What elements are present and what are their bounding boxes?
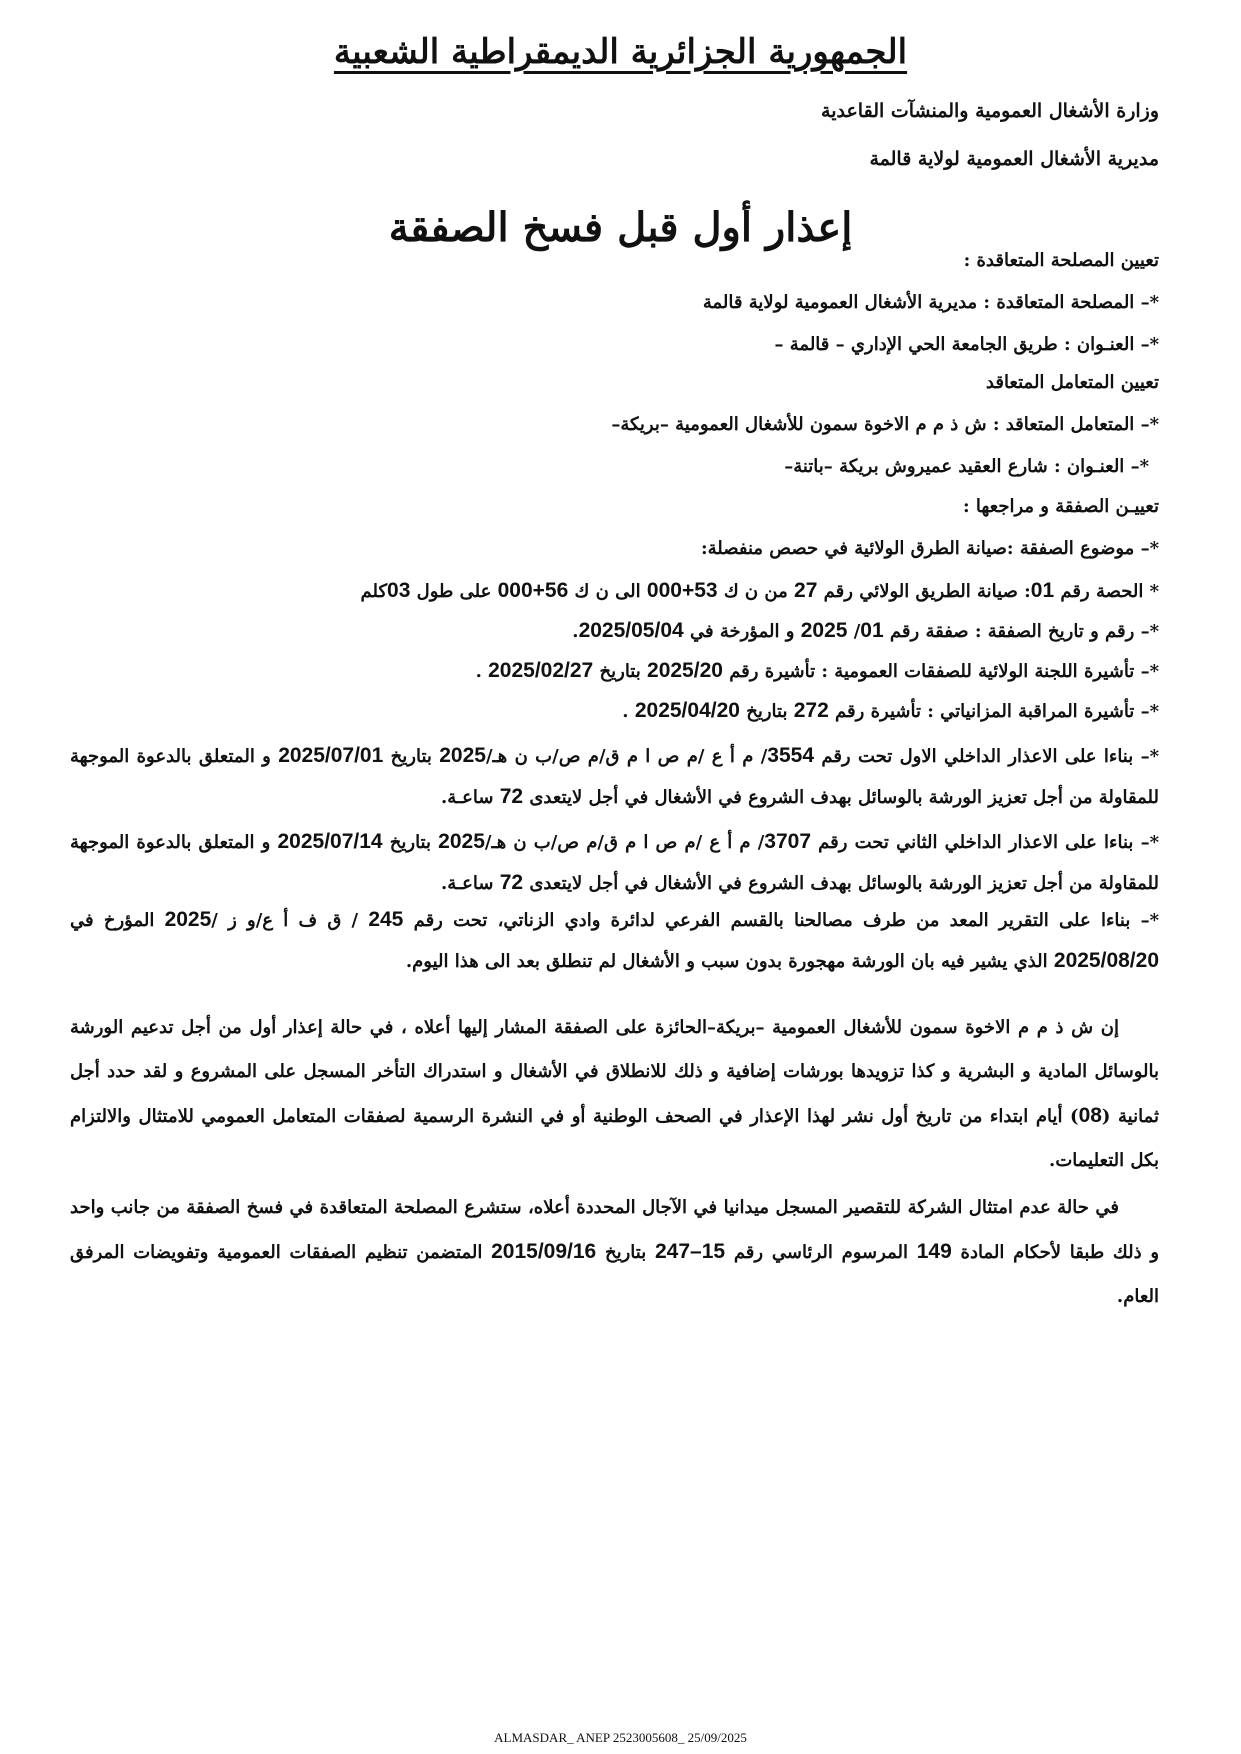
contract-year: 2025	[800, 619, 848, 642]
contract-number-date: *– رقم و تاريخ الصفقة : صفقة رقم 01/ 2025 و المؤرخة في 2025/05/04.	[572, 619, 1159, 642]
contractor-address: *– العنـوان : شارع العقيد عميروش بريكة –باتنة–	[784, 456, 1149, 477]
commission-visa-date: 2025/02/27	[488, 659, 594, 682]
contracting-service-address: *– العنـوان : طريق الجامعة الحي الإداري – قالمة –	[774, 334, 1159, 355]
pk-from: 53+000	[646, 579, 718, 602]
article-number: 149	[916, 1240, 952, 1263]
directorate-name: مديرية الأشغال العمومية لولاية قالمة	[869, 148, 1159, 170]
pk-to: 56+000	[497, 579, 569, 602]
commission-visa-number: 2025/20	[647, 659, 723, 682]
budget-visa-number: 272	[793, 699, 829, 722]
first-notice-reference: *– بناءا على الاعذار الداخلي الاول تحت رقم 3554/ م أ ع /م ص ا م ق/م ص/ب ن هـ/2025 بتاريخ 2025/07/01 و المتعلق بالدعوة الموجهة للمقاولة من أجل تعزيز الورشة بالوسائل بهدف الشروع في الأشغال في أجل لايتعدى 72 ساعـة.	[70, 744, 1159, 808]
contract-number: 01	[860, 619, 884, 642]
contractor-name: *– المتعامل المتعاقد : ش ذ م م الاخوة سمون للأشغال العمومية –بريكة–	[611, 414, 1159, 435]
lot-number: 01	[1030, 579, 1055, 602]
contracting-service-heading: تعيين المصلحة المتعاقدة :	[963, 250, 1159, 271]
budget-visa: *– تأشيرة المراقبة المزانياتي : تأشيرة رقم 272 بتاريخ 2025/04/20 .	[622, 699, 1159, 722]
contract-lot: * الحصة رقم 01: صيانة الطريق الولائي رقم 27 من ن ك 53+000 الى ن ك 56+000 على طول 03كلم	[360, 579, 1159, 602]
contracting-service-name: *– المصلحة المتعاقدة : مديرية الأشغال العمومية لولاية قالمة	[702, 292, 1159, 313]
site-report-reference: *– بناءا على التقرير المعد من طرف مصالحنا بالقسم الفرعي لدائرة وادي الزناتي، تحت رقم 245 / ق ف أ ع/و ز /2025 المؤرخ في 2025/08/20 الذي يشير فيه بان الورشة مهجورة بدون سبب و الأشغال لم تنطلق بعد الى هذا اليوم.	[70, 908, 1159, 972]
contract-date: 2025/05/04	[578, 619, 684, 642]
consequence-paragraph: في حالة عدم امتثال الشركة للتقصير المسجل ميدانيا في الآجال المحددة أعلاه، ستشرع المصلحة المتعاقدة في فسخ الصفقة من جانب واحد و ذلك طبقا لأحكام المادة 149 المرسوم الرئاسي رقم 15–247 بتاريخ 2015/09/16 المتضمن تنظيم الصفقات العمومية وتفويضات المرفق العام.	[70, 1197, 1160, 1307]
contract-heading: تعييـن الصفقة و مراجعها :	[962, 496, 1159, 517]
road-number: 27	[794, 579, 818, 602]
lot-length: 03	[387, 579, 411, 602]
republic-heading: الجمهورية الجزائرية الديمقراطية الشعبية	[333, 32, 908, 72]
decree-number: 15–247	[654, 1240, 726, 1263]
ministry-name: وزارة الأشغال العمومية والمنشآت القاعدية	[821, 100, 1159, 122]
notice-paragraph: إن ش ذ م م الاخوة سمون للأشغال العمومية –بريكة–الحائزة على الصفقة المشار إليها أعلاه ، في حالة إعذار أول من أجل تدعيم الورشة بالوسائل المادية و البشرية و كذا تزويدها بورشات إضافية و ذلك للانطلاق في الأشغال و استدراك التأخر المسجل على المشروع و لقد حدد أجل ثمانية (08) أيام ابتداء من تاريخ أول نشر لهذا الإعذار في الصحف الوطنية أو في النشرة الرسمية لصفقات المتعامل العمومي للامتثال والالتزام بكل التعليمات.	[70, 1017, 1159, 1171]
deadline-days: 08	[1078, 1104, 1102, 1127]
document-title: إعذار أول قبل فسخ الصفقة	[388, 204, 853, 251]
decree-date: 2015/09/16	[491, 1240, 597, 1263]
second-notice-reference: *– بناءا على الاعذار الداخلي الثاني تحت رقم 3707/ م أ ع /م ص ا م ق/م ص/ب ن هـ/2025 بتاريخ 2025/07/14 و المتعلق بالدعوة الموجهة للمقاولة من أجل تعزيز الورشة بالوسائل بهدف الشروع في الأشغال في أجل لايتعدى 72 ساعـة.	[70, 830, 1159, 894]
commission-visa: *– تأشيرة اللجنة الولائية للصفقات العمومية : تأشيرة رقم 2025/20 بتاريخ 2025/02/27 .	[475, 659, 1159, 682]
contract-subject: *– موضوع الصفقة :صيانة الطرق الولائية في حصص منفصلة:	[701, 538, 1159, 559]
contractor-heading: تعيين المتعامل المتعاقد	[985, 372, 1159, 393]
publication-reference: ALMASDAR_ ANEP 2523005608_ 25/09/2025	[494, 1730, 747, 1745]
budget-visa-date: 2025/04/20	[634, 699, 740, 722]
